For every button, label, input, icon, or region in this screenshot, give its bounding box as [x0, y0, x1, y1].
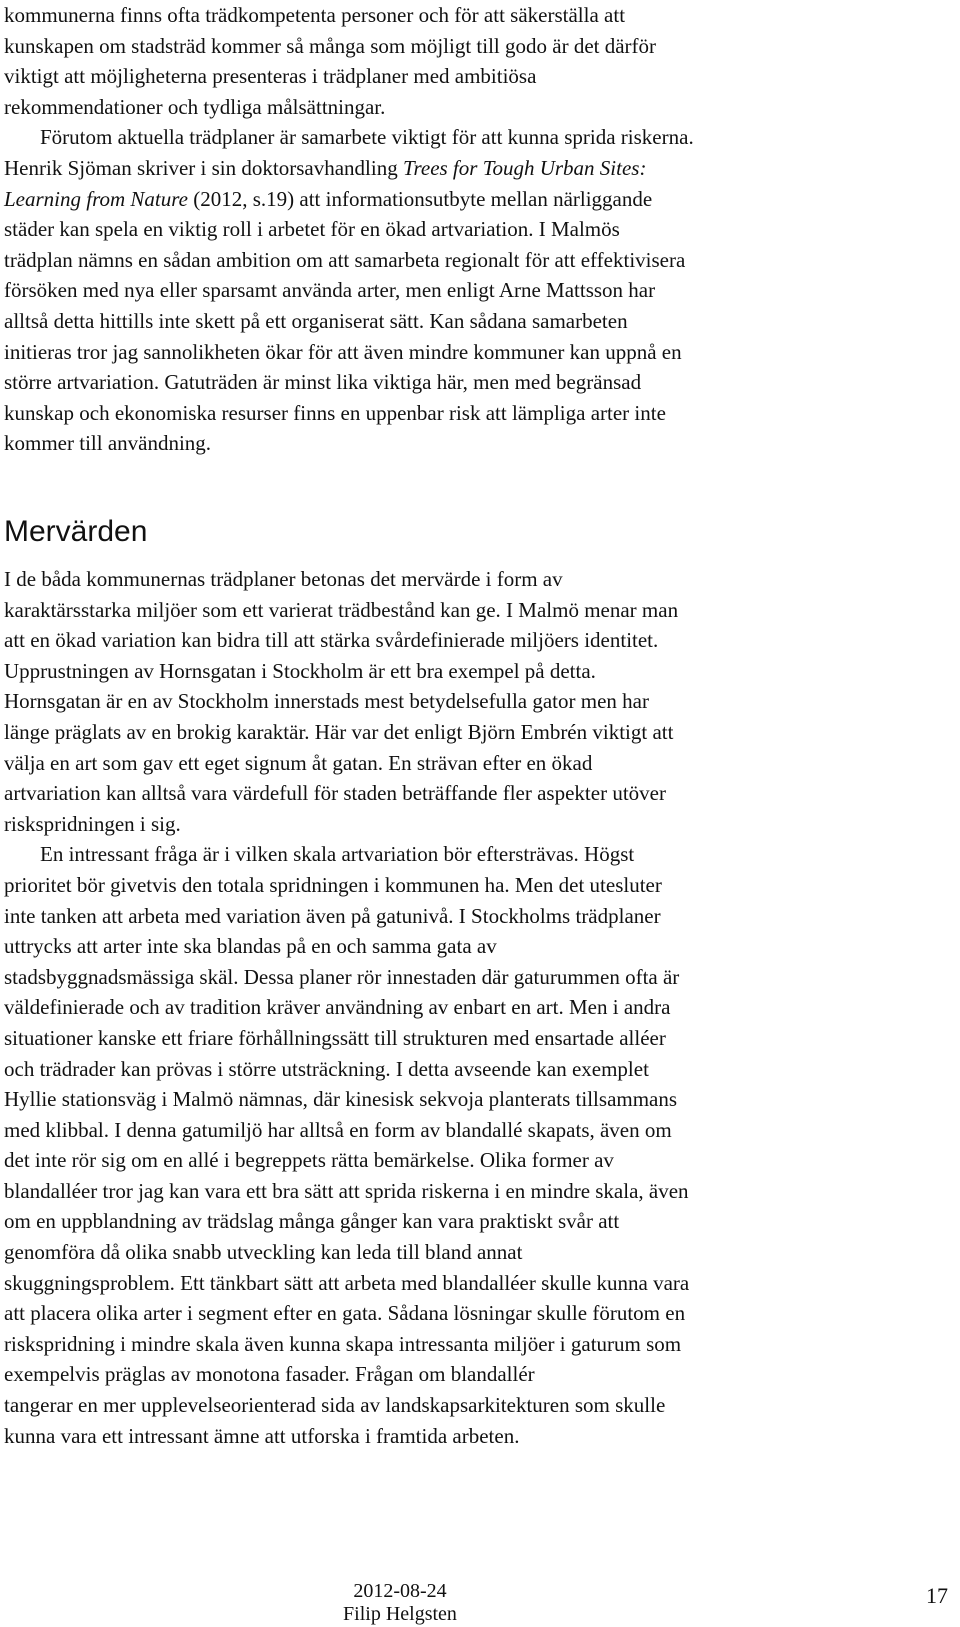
text-line: uttrycks att arter inte ska blandas på en och samma gata av: [4, 934, 497, 959]
text-line: trädplan nämns en sådan ambition om att samarbeta regionalt för att effektivisera: [4, 247, 686, 272]
text-line: om en uppblandning av trädslag många gånger kan vara praktiskt svår att: [4, 1209, 620, 1234]
text-line: att placera olika arter i segment efter en gata. Sådana lösningar skulle förutom en: [4, 1301, 686, 1326]
footer-author: Filip Helgsten: [343, 1603, 457, 1625]
text-line: försöken med nya eller sparsamt använda arter, men enligt Arne Mattsson har: [4, 278, 656, 303]
text-line: städer kan spela en viktig roll i arbetet för en ökad artvariation. I Malmös: [4, 217, 620, 242]
text-segment: Henrik Sjöman skriver i sin doktorsavhandling: [4, 155, 403, 180]
text-line: En intressant fråga är i vilken skala artvariation bör eftersträvas. Högst: [40, 842, 635, 867]
text-line: kunna vara ett intressant ämne att utforska i framtida arbeten.: [4, 1423, 520, 1448]
body-text-section: [4, 564, 954, 1451]
text-line: karaktärsstarka miljöer som ett varierat trädbestånd kan ge. I Malmö menar man: [4, 597, 679, 622]
text-line: I de båda kommunernas trädplaner betonas det mervärde i form av: [4, 567, 563, 591]
text-line: kommer till användning.: [4, 431, 212, 456]
text-line: blandalléer tror jag kan vara ett bra sätt att sprida riskerna i en mindre skala, även: [4, 1178, 689, 1203]
text-line: tangerar en mer upplevelseorienterad sida av landskapsarkitekturen som skulle: [4, 1393, 666, 1418]
text-line: Hornsgatan är en av Stockholm innerstads mest betydelsefulla gator men har: [4, 689, 649, 714]
text-line: och trädrader kan prövas i större utsträckning. I detta avseende kan exemplet: [4, 1056, 649, 1081]
text-line: Hyllie stationsväg i Malmö nämnas, där kinesisk sekvoja planterats tillsammans: [4, 1087, 678, 1112]
text-line: Upprustningen av Hornsgatan i Stockholm är ett bra exempel på detta.: [4, 658, 596, 683]
text-line: skuggningsproblem. Ett tänkbart sätt att arbeta med blandalléer skulle kunna vara: [4, 1270, 690, 1295]
text-line: viktigt att möjligheterna presenteras i trädplaner med ambitiösa: [4, 64, 537, 89]
text-line: större artvariation. Gatuträden är minst lika viktiga här, men med begränsad: [4, 370, 642, 395]
cited-title: Learning from Nature: [4, 186, 188, 211]
text-line: stadsbyggnadsmässiga skäl. Dessa planer rör innestaden där gaturummen ofta är: [4, 964, 680, 989]
text-segment: (2012, s.19) att informationsutbyte mellan närliggande: [187, 186, 653, 211]
text-line: artvariation kan alltså vara värdefull för staden beträffande fler aspekter utöver: [4, 781, 666, 806]
text-line: det inte rör sig om en allé i begreppets rätta bemärkelse. Olika former av: [4, 1148, 614, 1173]
text-line: länge präglats av en brokig karaktär. Här var det enligt Björn Embrén viktigt att: [4, 719, 674, 744]
page-number: 17: [926, 1583, 948, 1608]
text-line: riskspridning i mindre skala även kunna skapa intressanta miljöer i gaturum som: [4, 1331, 682, 1356]
text-line: välja en art som gav ett eget signum åt gatan. En strävan efter en ökad: [4, 750, 593, 775]
text-line: Förutom aktuella trädplaner är samarbete viktigt för att kunna sprida riskerna.: [40, 125, 694, 150]
text-line: att en ökad variation kan bidra till att stärka svårdefinierade miljöers identitet.: [4, 628, 659, 653]
text-line: prioritet bör givetvis den totala spridningen i kommunen ha. Men det utesluter: [4, 872, 662, 897]
cited-title: Trees for Tough Urban Sites:: [402, 155, 647, 180]
text-line: väldefinierade och av tradition kräver användning av enbart en art. Men i andra: [4, 995, 671, 1020]
text-line: [4, 153, 954, 184]
text-line: med klibbal. I denna gatumiljö har alltså en form av blandallé skapats, även om: [4, 1117, 672, 1142]
text-line: inte tanken att arbeta med variation även på gatunivå. I Stockholms trädplaner: [4, 903, 661, 928]
section-heading: Mervärden: [4, 515, 148, 548]
text-line: exempelvis präglas av monotona fasader. Frågan om blandallér: [4, 1362, 535, 1387]
text-line: alltså detta hittills inte skett på ett organiserat sätt. Kan sådana samarbeten: [4, 308, 628, 333]
text-line: situationer kanske ett friare förhållningssätt till strukturen med ensartade alléer: [4, 1025, 666, 1050]
text-line: rekommendationer och tydliga målsättningar.: [4, 94, 386, 119]
footer-date: 2012-08-24: [353, 1580, 447, 1602]
text-line: [4, 184, 954, 215]
text-line: initieras tror jag sannolikheten ökar för att även mindre kommuner kan uppnå en: [4, 339, 682, 364]
text-line: kunskap och ekonomiska resurser finns en uppenbar risk att lämpliga arter inte: [4, 400, 666, 425]
text-line: riskspridningen i sig.: [4, 811, 181, 836]
body-text-top: [4, 0, 954, 459]
text-line: kommunerna finns ofta trädkompetenta personer och för att säkerställa att: [4, 3, 626, 27]
text-line: genomföra då olika snabb utveckling kan leda till bland annat: [4, 1240, 523, 1265]
text-line: kunskapen om stadsträd kommer så många som möjligt till godo är det därför: [4, 33, 657, 58]
